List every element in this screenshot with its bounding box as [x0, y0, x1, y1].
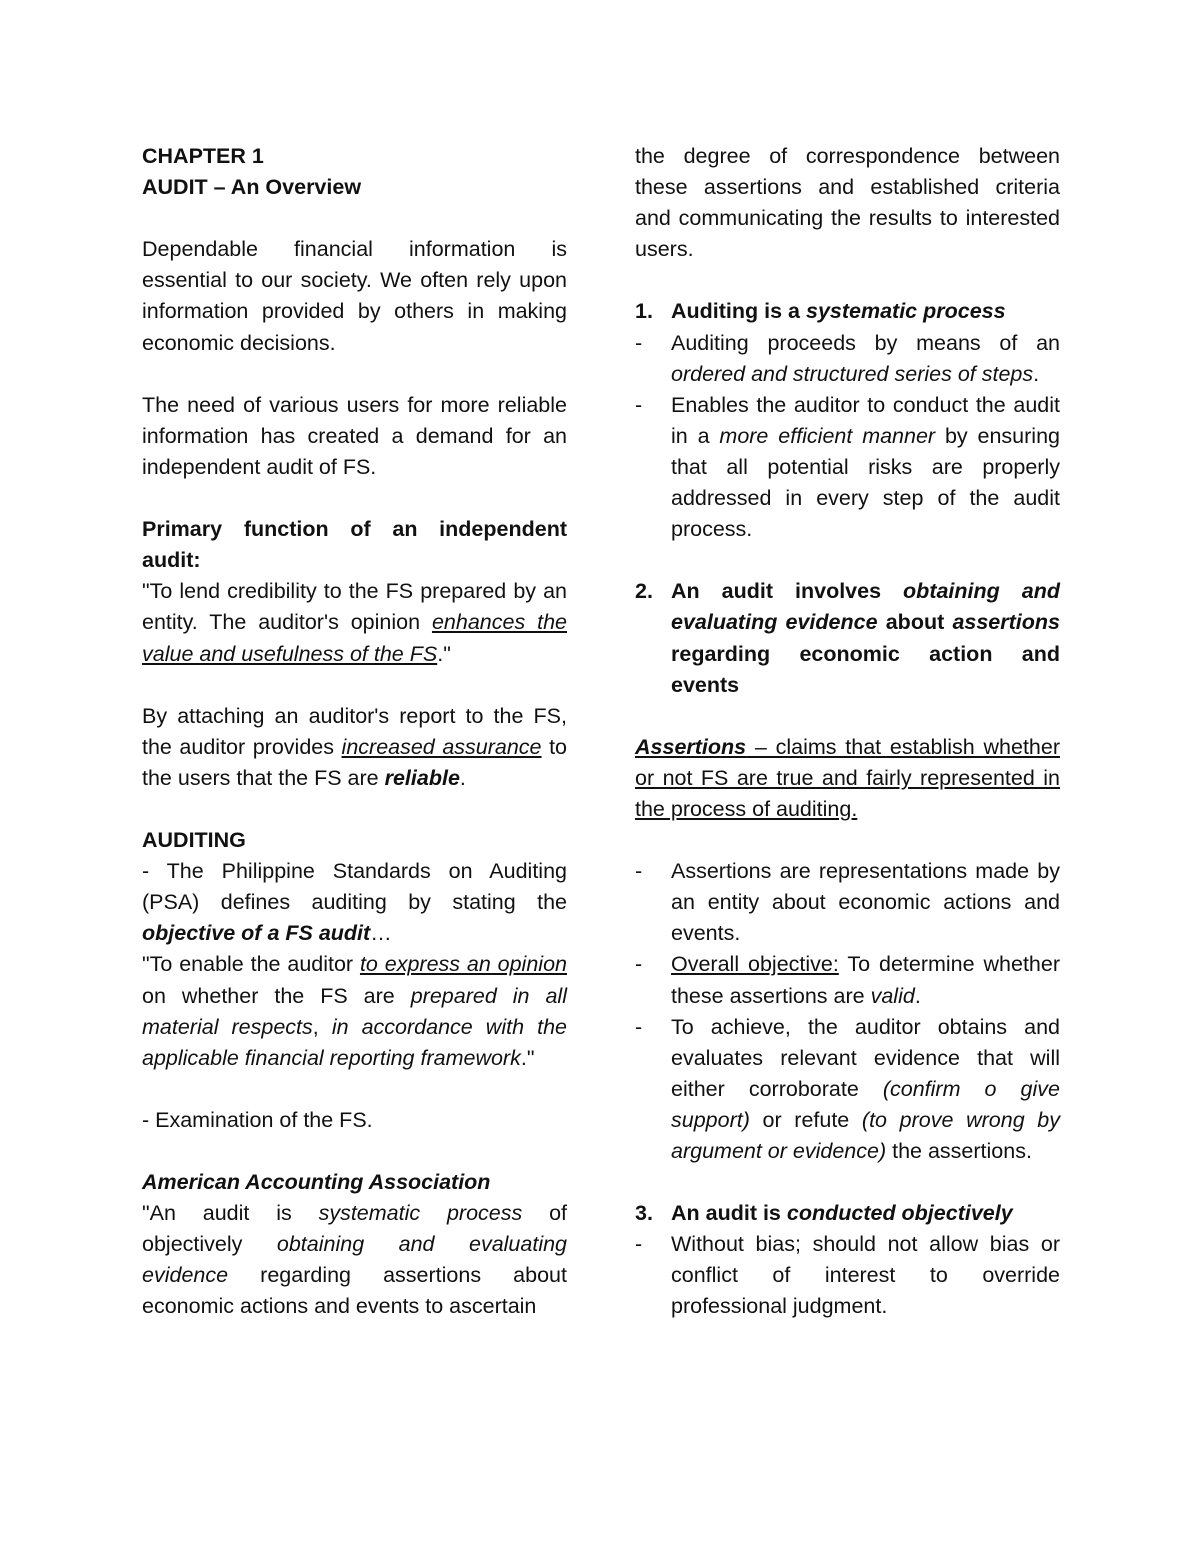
emphasis-enhances: enhances the value and usefulness of the FS [142, 610, 567, 666]
emphasis-objective: objective of a FS audit [142, 921, 371, 946]
overall-objective-label: Overall objective: [671, 952, 839, 977]
left-column [142, 141, 567, 1323]
primary-function-heading: Primary function of an independent audit: [142, 517, 567, 573]
attach-paragraph: By attaching an auditor's report to the FS, the auditor provides increased assurance to the users that the FS are reliable. [142, 703, 567, 790]
emphasis-express-opinion: to express an opinion [359, 952, 567, 977]
numbered-item-3: 3. An audit is conducted objectively [635, 1201, 1013, 1226]
examination-line: - Examination of the FS. [142, 1107, 373, 1132]
emphasis-increased-assurance: increased assurance [341, 734, 542, 759]
list-item: - Enables the auditor to conduct the audit in a more efficient manner by ensuring that all potential risks are properly addressed in every step of the audit process. [635, 392, 1060, 542]
list-item: - Overall objective: To determine whether these assertions are valid. [635, 952, 1060, 1008]
list-item: - Auditing proceeds by means of an ordered and structured series of steps. [635, 330, 1060, 386]
intro-paragraph: Dependable financial information is essential to our society. We often rely upon information provided by others in making economic decisions. [142, 237, 567, 355]
numbered-item-2: 2. An audit involves obtaining and evaluating evidence about assertions regarding economic action and events [635, 579, 1060, 697]
emphasis-reliable: reliable [384, 765, 460, 790]
aaa-heading: American Accounting Association [142, 1170, 491, 1195]
psa-quote: "To enable the auditor to express an opinion on whether the FS are prepared in all material respects, in accordance with the applicable financial reporting framework." [142, 952, 567, 1070]
numbered-item-1: 1. Auditing is a systematic process [635, 299, 1006, 324]
aaa-definition: "An audit is systematic process of objectively obtaining and evaluating evidence regarding assertions about economic actions and events to ascertain [142, 1201, 568, 1319]
list-item: - Without bias; should not allow bias or conflict of interest to override professional judgment. [635, 1232, 1060, 1319]
chapter-label: CHAPTER 1 [142, 144, 264, 168]
primary-function-quote: "To lend credibility to the FS prepared by an entity. The auditor's opinion enhances the value and usefulness of the FS." [142, 579, 567, 666]
assertions-definition: Assertions – claims that establish whether or not FS are true and fairly represented in the process of auditing. [635, 734, 1060, 821]
auditing-heading: AUDITING [142, 828, 246, 853]
psa-definition: - The Philippine Standards on Auditing (PSA) defines auditing by stating the objective of a FS audit… [142, 859, 567, 946]
right-column [635, 141, 1060, 1323]
list-item: - To achieve, the auditor obtains and evaluates relevant evidence that will either corroborate (confirm o give support) or refute (to prove wrong by argument or evidence) the assertions. [635, 1014, 1061, 1163]
assertions-term: Assertions [635, 734, 747, 759]
need-paragraph: The need of various users for more reliable information has created a demand for an independent audit of FS. [142, 392, 567, 479]
chapter-title: AUDIT – An Overview [142, 175, 362, 200]
list-item: - Assertions are representations made by an entity about economic actions and events. [635, 859, 1060, 946]
aaa-definition-continued: the degree of correspondence between these assertions and established criteria and communicating the results to interested users. [635, 144, 1060, 262]
